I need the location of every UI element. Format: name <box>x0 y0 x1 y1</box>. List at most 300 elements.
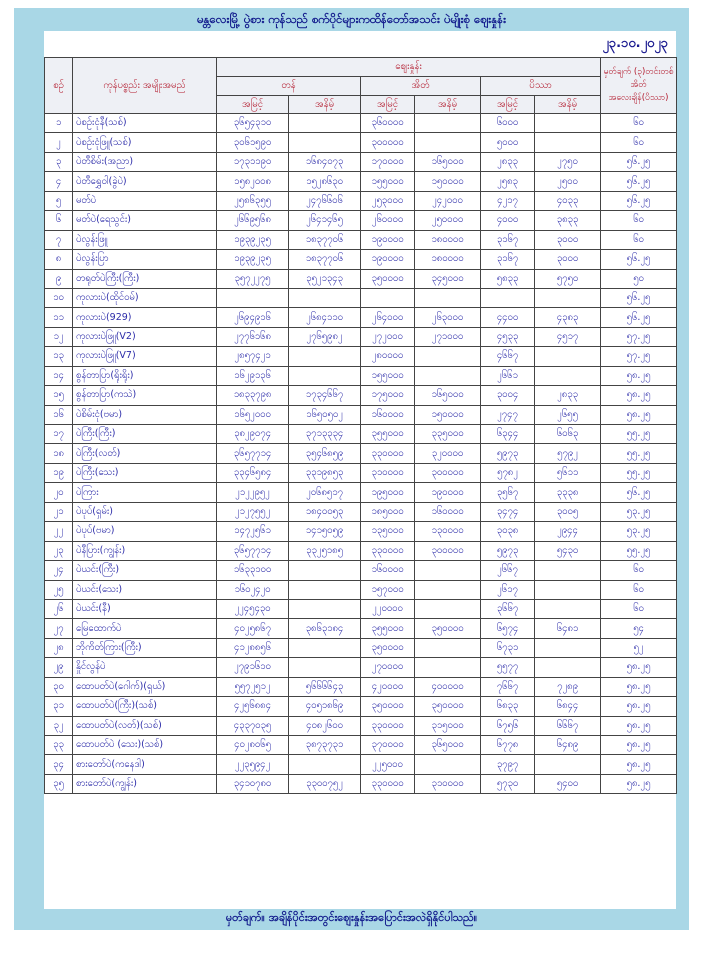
table-row <box>45 522 677 541</box>
remark-weight: ၆၀ <box>601 580 677 599</box>
row-number: ၂၂ <box>45 522 73 541</box>
remark-weight: ၅၈.၂၅ <box>601 774 677 793</box>
viss-low <box>535 114 601 133</box>
ton-high: ၄၀၂၅၈၆၇ <box>217 619 289 638</box>
viss-high: ၃၆၆၇ <box>481 599 535 618</box>
footer-note: မှတ်ချက်။ အချိန်ပိုင်းအတွင်းဈေးနှုန်းအပြောင်းအလဲရှိနိုင်ပါသည်။ <box>225 911 478 924</box>
bag-high: ၃၅၅၀၀၀ <box>361 425 415 444</box>
remark-weight: ၅၆.၂၅ <box>601 483 677 502</box>
product-name: ပဲယင်း(နီ) <box>73 599 217 618</box>
bag-high: ၁၅၅၀၀၀ <box>361 366 415 385</box>
ton-low: ၁၆၅၀၅၀၂ <box>289 405 361 424</box>
ton-high: ၁၈၃၃၇၉၈ <box>217 386 289 405</box>
row-number: ၂၀ <box>45 483 73 502</box>
product-name: ထောပတ်ပဲ(ဂေါက်)(ရှယ်) <box>73 677 217 696</box>
table-body <box>45 114 677 794</box>
product-name: တရုတ်ပဲကြီး(ကြီး) <box>73 269 217 288</box>
header-bag: အိတ် <box>361 77 481 96</box>
bag-low: ၃၄၅၀၀၀ <box>415 269 481 288</box>
bag-high: ၃၇၀၀၀၀ <box>361 736 415 755</box>
remark-weight: ၅၈.၂၅ <box>601 405 677 424</box>
remark-weight: ၅၆.၂၅ <box>601 288 677 307</box>
ton-high: ၃၄၁၀၇၈၀ <box>217 774 289 793</box>
viss-low: ၄၀၃၃ <box>535 191 601 210</box>
row-number: ၃ <box>45 152 73 171</box>
table-row <box>45 736 677 755</box>
viss-high: ၃၅၆၇ <box>481 483 535 502</box>
ton-high: ၃၀၆၁၅၉၀ <box>217 133 289 152</box>
viss-high: ၅၇၈၂ <box>481 463 535 482</box>
viss-high: ၆၇၅၆ <box>481 716 535 735</box>
bag-high: ၂၆၄၀၀၀ <box>361 308 415 327</box>
bag-high: ၂၇၂၀၀၀ <box>361 327 415 346</box>
bag-high: ၂၇၀၀၀၀ <box>361 658 415 677</box>
ton-high: ၂၇၉၁၆၁၀ <box>217 658 289 677</box>
ton-high: ၄၂၅၆၈၈၄ <box>217 697 289 716</box>
product-name: ပဲပုပ်(ရှမ်း) <box>73 502 217 521</box>
viss-high: ၄၆၆၇ <box>481 347 535 366</box>
ton-low: ၃၃၀၀၇၅၂ <box>289 774 361 793</box>
bag-low <box>415 561 481 580</box>
row-number: ၃၁ <box>45 697 73 716</box>
table-row <box>45 755 677 774</box>
ton-high: ၄၁၂၈၈၅၆ <box>217 638 289 657</box>
row-number: ၂၄ <box>45 561 73 580</box>
viss-low <box>535 580 601 599</box>
viss-high: ၂၆၆၁ <box>481 366 535 385</box>
viss-low: ၅၄၀၀ <box>535 774 601 793</box>
product-name: ပဲယင်း(သေး) <box>73 580 217 599</box>
viss-low: ၃၀၀၀ <box>535 250 601 269</box>
ton-low: ၁၈၃၇၇၀၆ <box>289 250 361 269</box>
table-row <box>45 638 677 657</box>
remark-weight: ၆၀ <box>601 599 677 618</box>
row-number: ၂၅ <box>45 580 73 599</box>
bag-high: ၂၂၅၀၀၀ <box>361 755 415 774</box>
viss-low: ၂၉၄၄ <box>535 522 601 541</box>
bag-high: ၁၇၀၀၀၀ <box>361 152 415 171</box>
ton-high: ၂၂၄၅၄၃၀ <box>217 599 289 618</box>
page-title: မန္တလေးမြို့ ပွဲစား ကုန်သည် စက်ပိုင်များကထိန်တော်အသင်း ပဲမျိုးစုံ ဈေးနှုန်း <box>196 12 507 26</box>
row-number: ၂ <box>45 133 73 152</box>
bag-low: ၁၆၅၀၀၀ <box>415 386 481 405</box>
ton-low: ၄၀၈၂၆၀၀ <box>289 716 361 735</box>
viss-high: ၆၇၃၁ <box>481 638 535 657</box>
product-name: ဘိုကိတ်ကြား(ကြီး) <box>73 638 217 657</box>
bag-low: ၃၀၀၀၀၀ <box>415 541 481 560</box>
table-row <box>45 483 677 502</box>
remark-weight: ၅၈.၂၅ <box>601 366 677 385</box>
table-row <box>45 308 677 327</box>
bag-low: ၁၈၀၀၀၀ <box>415 250 481 269</box>
ton-low <box>289 347 361 366</box>
ton-low: ၃၈၇၃၇၃၁ <box>289 736 361 755</box>
remark-weight: ၅၆.၂၅ <box>601 308 677 327</box>
product-name: စားတော်ပဲ(ကနေဒါ) <box>73 755 217 774</box>
row-number: ၂၈ <box>45 638 73 657</box>
bag-high: ၁၇၅၀၀၀ <box>361 386 415 405</box>
bag-high: ၂၈၀၀၀၀ <box>361 347 415 366</box>
row-number: ၃၀ <box>45 677 73 696</box>
bag-high: ၃၅၅၀၀၀ <box>361 619 415 638</box>
ton-low: ၃၃၁၉၈၅၃ <box>289 463 361 482</box>
bag-low: ၁၅၀၀၀၀ <box>415 405 481 424</box>
row-number: ၁၉ <box>45 463 73 482</box>
viss-high: ၆၀၀၀ <box>481 114 535 133</box>
ton-low: ၂၆၄၁၄၆၅ <box>289 211 361 230</box>
bag-high: ၁၅၇၀၀၀ <box>361 580 415 599</box>
table-row <box>45 114 677 133</box>
bag-high: ၃၃၀၀၀၀ <box>361 444 415 463</box>
product-name: ပဲကြား <box>73 483 217 502</box>
viss-high: ၅၈၃၃ <box>481 269 535 288</box>
product-name: ထောပတ်ပဲ(လတ်)(သစ်) <box>73 716 217 735</box>
product-name: ပဲပုပ်(ဗမာ) <box>73 522 217 541</box>
viss-low: ၄၅၁၇ <box>535 327 601 346</box>
product-name: ကုလားပဲ(929) <box>73 308 217 327</box>
viss-low: ၃၀၀၅ <box>535 502 601 521</box>
remark-weight: ၅၀ <box>601 269 677 288</box>
viss-low <box>535 599 601 618</box>
row-number: ၃၄ <box>45 755 73 774</box>
product-name: ပဲယင်း(ကြီး) <box>73 561 217 580</box>
bag-low: ၂၅၀၀၀၀ <box>415 211 481 230</box>
row-number: ၁၄ <box>45 366 73 385</box>
viss-high: ၆၃၄၄ <box>481 425 535 444</box>
bag-low: ၃၅၀၀၀၀ <box>415 619 481 638</box>
ton-low: ၁၈၄၀၀၅၃ <box>289 502 361 521</box>
bag-low <box>415 288 481 307</box>
viss-low: ၄၃၈၃ <box>535 308 601 327</box>
product-name: ပဲစိမ်းငုံ(ဗမာ) <box>73 405 217 424</box>
remark-weight: ၅၈.၂၅ <box>601 697 677 716</box>
viss-low: ၂၆၅၅ <box>535 405 601 424</box>
bag-high: ၁၉၀၀၀၀ <box>361 250 415 269</box>
ton-high: ၃၅၇၂၂၇၅ <box>217 269 289 288</box>
table-row <box>45 405 677 424</box>
table-row <box>45 677 677 696</box>
ton-low: ၂၆၈၄၁၁၀ <box>289 308 361 327</box>
row-number: ၂၁ <box>45 502 73 521</box>
viss-high: ၄၂၁၇ <box>481 191 535 210</box>
remark-weight: ၅၆.၂၅ <box>601 191 677 210</box>
table-row <box>45 211 677 230</box>
table-row <box>45 152 677 171</box>
bag-high: ၂၂၀၀၀၀ <box>361 599 415 618</box>
ton-low: ၃၃၂၅၁၈၅ <box>289 541 361 560</box>
bag-high: ၄၂၀၀၀၀ <box>361 677 415 696</box>
ton-high: ၄၃၃၇၀၃၅ <box>217 716 289 735</box>
viss-low: ၃၃၃၈ <box>535 483 601 502</box>
viss-high: ၅၅၇၇ <box>481 658 535 677</box>
table-row <box>45 774 677 793</box>
table-row <box>45 502 677 521</box>
product-name: မြေထောက်ပဲ <box>73 619 217 638</box>
viss-low <box>535 133 601 152</box>
viss-high: ၂၇၄၇ <box>481 405 535 424</box>
remark-weight: ၅၆.၂၅ <box>601 250 677 269</box>
bag-low <box>415 347 481 366</box>
viss-low: ၂၈၃၃ <box>535 386 601 405</box>
table-row <box>45 230 677 249</box>
ton-high: ၁၆၃၃၁၀၀ <box>217 561 289 580</box>
bag-high: ၁၅၅၀၀၀ <box>361 172 415 191</box>
row-number: ၁ <box>45 114 73 133</box>
remark-weight: ၆၀ <box>601 133 677 152</box>
table-row <box>45 425 677 444</box>
date-label: ၂၃.၁၀.၂၀၂၃ <box>602 36 668 51</box>
row-number: ၂၉ <box>45 658 73 677</box>
viss-high: ၇၆၆၇ <box>481 677 535 696</box>
ton-high: ၂၅၈၆၃၅၅ <box>217 191 289 210</box>
product-name: နှိုင်လွန်ပဲ <box>73 658 217 677</box>
header-high: အမြင့် <box>217 96 289 114</box>
header-low: အနိမ့် <box>415 96 481 114</box>
viss-high: ၄၀၀၀ <box>481 211 535 230</box>
header-price: ဈေးနှုန်း <box>217 58 601 77</box>
viss-low: ၂၇၅၀ <box>535 152 601 171</box>
product-name: ပဲလွန်းဖြူ <box>73 230 217 249</box>
viss-high: ၃၁၆၇ <box>481 230 535 249</box>
bag-high: ၁၉၅၀၀၀ <box>361 483 415 502</box>
ton-low: ၄၀၅၁၈၆၉ <box>289 697 361 716</box>
remark-weight: ၅၅.၂၅ <box>601 425 677 444</box>
ton-low <box>289 755 361 774</box>
remark-weight: ၅၂ <box>601 638 677 657</box>
ton-low <box>289 658 361 677</box>
ton-high: ၅၅၇၂၅၁၂ <box>217 677 289 696</box>
header-name: ကုန်ပစ္စည်း အမျိုးအမည် <box>73 58 217 114</box>
bag-low: ၃၆၅၀၀၀ <box>415 736 481 755</box>
remark-weight: ၅၈.၂၅ <box>601 386 677 405</box>
table-row <box>45 288 677 307</box>
row-number: ၂၆ <box>45 599 73 618</box>
viss-high: ၄၅၃၃ <box>481 327 535 346</box>
bag-low: ၂၆၃၀၀၀ <box>415 308 481 327</box>
ton-high: ၁၅၈၂၀၀၈ <box>217 172 289 191</box>
ton-low: ၂၄၇၆၆၀၆ <box>289 191 361 210</box>
table-row <box>45 599 677 618</box>
product-name: ပဲကြီး(လတ်) <box>73 444 217 463</box>
product-name: ပဲနီပြား(ကျွန်း) <box>73 541 217 560</box>
ton-low <box>289 114 361 133</box>
product-name: ကုလားပဲ(ထိုင်ဝမ်) <box>73 288 217 307</box>
bag-high: ၃၃၀၀၀၀ <box>361 774 415 793</box>
bag-low: ၁၉၀၀၀၀ <box>415 483 481 502</box>
remark-weight: ၅၃.၂၅ <box>601 502 677 521</box>
page-frame <box>14 8 689 930</box>
bag-low <box>415 114 481 133</box>
ton-high: ၂၆၆၉၅၆၈ <box>217 211 289 230</box>
table-row <box>45 658 677 677</box>
viss-high: ၃၇၉၇ <box>481 755 535 774</box>
ton-high: ၄၀၂၈၀၆၅ <box>217 736 289 755</box>
ton-high: ၁၉၃၉၂၃၅ <box>217 230 289 249</box>
bag-low: ၂၇၁၀၀၀ <box>415 327 481 346</box>
viss-low <box>535 658 601 677</box>
product-name: ပဲစဉ်းငုံနီ(သစ်) <box>73 114 217 133</box>
row-number: ၁၃ <box>45 347 73 366</box>
table-row <box>45 463 677 482</box>
table-row <box>45 697 677 716</box>
remark-weight: ၅၈.၂၅ <box>601 716 677 735</box>
bag-low: ၁၅၀၀၀၀ <box>415 172 481 191</box>
viss-high: ၆၈၃၃ <box>481 697 535 716</box>
bag-low <box>415 755 481 774</box>
viss-low <box>535 638 601 657</box>
viss-low: ၆၄၈၉ <box>535 736 601 755</box>
ton-low: ၂၀၆၈၅၁၇ <box>289 483 361 502</box>
ton-low: ၁၅၂၈၆၃၀ <box>289 172 361 191</box>
bag-low: ၂၄၂၀၀၀ <box>415 191 481 210</box>
product-name: ကုလားပဲဖြူ(V2) <box>73 327 217 346</box>
header-high: အမြင့် <box>361 96 415 114</box>
viss-high: ၅၉၇၃ <box>481 541 535 560</box>
bag-high: ၃၀၀၀၀၀ <box>361 133 415 152</box>
row-number: ၁၆ <box>45 405 73 424</box>
remark-weight: ၆၀ <box>601 211 677 230</box>
bag-high: ၁၉၀၀၀၀ <box>361 230 415 249</box>
row-number: ၁၇ <box>45 425 73 444</box>
product-name: စွန်တာပြာ(ရိုးရိုး) <box>73 366 217 385</box>
ton-high: ၁၉၃၉၂၃၅ <box>217 250 289 269</box>
ton-low <box>289 133 361 152</box>
bag-high: ၂၆၀၀၀၀ <box>361 211 415 230</box>
table-row <box>45 250 677 269</box>
header-viss: ပိဿာ <box>481 77 601 96</box>
bag-high: ၂၅၃၀၀၀ <box>361 191 415 210</box>
bag-low <box>415 133 481 152</box>
remark-weight: ၅၈.၂၅ <box>601 755 677 774</box>
viss-high: ၅၉၇၃ <box>481 444 535 463</box>
viss-low: ၃၈၃၃ <box>535 211 601 230</box>
header-low: အနိမ့် <box>289 96 361 114</box>
product-name: ထောပတ်ပဲ (သေး)(သစ်) <box>73 736 217 755</box>
ton-low <box>289 561 361 580</box>
price-table <box>44 57 677 794</box>
table-row <box>45 327 677 346</box>
viss-low: ၆၄၈၁ <box>535 619 601 638</box>
ton-low: ၅၆၆၆၆၄၃ <box>289 677 361 696</box>
row-number: ၇ <box>45 230 73 249</box>
ton-low: ၁၈၃၇၇၀၆ <box>289 230 361 249</box>
table-row <box>45 172 677 191</box>
ton-low: ၁၆၈၄၀၇၃ <box>289 152 361 171</box>
ton-high: ၃၆၅၇၇၁၄ <box>217 541 289 560</box>
viss-high: ၄၄၀၀ <box>481 308 535 327</box>
bag-high: ၃၃၀၀၀၀ <box>361 541 415 560</box>
product-name: ထောပတ်ပဲ(ကြီး)(သစ်) <box>73 697 217 716</box>
bag-high: ၃၅၀၀၀၀ <box>361 638 415 657</box>
bag-low: ၁၈၀၀၀၀ <box>415 230 481 249</box>
row-number: ၂၃ <box>45 541 73 560</box>
remark-weight: ၅၆.၂၅ <box>601 152 677 171</box>
ton-low: ၁၄၁၅၀၅၉ <box>289 522 361 541</box>
bag-low: ၃၁၅၀၀၀ <box>415 716 481 735</box>
bag-high: ၃၁၀၀၀၀ <box>361 463 415 482</box>
ton-high: ၁၇၃၁၁၉၀ <box>217 152 289 171</box>
bag-low <box>415 638 481 657</box>
viss-high: ၃၀၀၄ <box>481 386 535 405</box>
row-number: ၈ <box>45 250 73 269</box>
table-row <box>45 716 677 735</box>
remark-weight: ၅၈.၂၅ <box>601 677 677 696</box>
viss-low: ၃၀၀၀ <box>535 230 601 249</box>
row-number: ၃၅ <box>45 774 73 793</box>
viss-high: ၆၅၇၄ <box>481 619 535 638</box>
ton-low <box>289 580 361 599</box>
table-row <box>45 269 677 288</box>
viss-high <box>481 288 535 307</box>
header-ton: တန် <box>217 77 361 96</box>
bag-high: ၃၅၀၀၀၀ <box>361 697 415 716</box>
viss-high: ၃၀၃၈ <box>481 522 535 541</box>
ton-high: ၂၇၇၆၁၆၈ <box>217 327 289 346</box>
viss-low <box>535 755 601 774</box>
ton-high: ၃၃၄၆၅၈၄ <box>217 463 289 482</box>
product-name: ပဲကြီး(သေး) <box>73 463 217 482</box>
bag-low: ၁၃၀၀၀၀ <box>415 522 481 541</box>
ton-low: ၂၇၆၅၉၈၂ <box>289 327 361 346</box>
bag-low: ၃၃၅၀၀၀ <box>415 425 481 444</box>
bag-low: ၃၀၀၀၀၀ <box>415 463 481 482</box>
viss-low: ၆၀၆၃ <box>535 425 601 444</box>
product-name: ပဲတီရွှေဝါ(ခွဲပဲ) <box>73 172 217 191</box>
row-number: ၁၁ <box>45 308 73 327</box>
ton-high: ၂၆၉၄၉၁၆ <box>217 308 289 327</box>
ton-low: ၃၇၁၃၃၃၄ <box>289 425 361 444</box>
ton-high: ၂၂၃၅၉၄၂ <box>217 755 289 774</box>
product-name: စားတော်ပဲ(ကျွန်း) <box>73 774 217 793</box>
product-name: စွန်တာပြာ(ကသဲ) <box>73 386 217 405</box>
row-number: ၁၀ <box>45 288 73 307</box>
bag-low: ၁၆၀၀၀၀ <box>415 502 481 521</box>
ton-low: ၃၅၂၁၃၄၃ <box>289 269 361 288</box>
remark-weight: ၅၇.၂၅ <box>601 327 677 346</box>
viss-low: ၂၅၀၀ <box>535 172 601 191</box>
viss-high: ၂၆၁၇ <box>481 580 535 599</box>
bag-high <box>361 288 415 307</box>
bag-high: ၃၃၀၀၀၀ <box>361 716 415 735</box>
viss-high: ၃၁၆၇ <box>481 250 535 269</box>
viss-low <box>535 561 601 580</box>
row-number: ၁၂ <box>45 327 73 346</box>
ton-high: ၂၁၂၇၅၅၂ <box>217 502 289 521</box>
row-number: ၂၇ <box>45 619 73 638</box>
bag-low <box>415 599 481 618</box>
viss-low: ၇၂၈၉ <box>535 677 601 696</box>
remark-weight: ၆၀ <box>601 230 677 249</box>
ton-high: ၂၈၅၇၄၂၁ <box>217 347 289 366</box>
viss-high: ၅၀၀၀ <box>481 133 535 152</box>
remark-weight: ၆၀ <box>601 114 677 133</box>
bag-high: ၃၅၀၀၀၀ <box>361 269 415 288</box>
product-name: ပဲတီစိမ်း(အညာ) <box>73 152 217 171</box>
viss-low: ၅၇၅၀ <box>535 269 601 288</box>
header-low: အနိမ့် <box>535 96 601 114</box>
ton-high: ၁၆၂၉၁၃၆ <box>217 366 289 385</box>
product-name: ပဲလွန်းပြာ <box>73 250 217 269</box>
viss-low <box>535 366 601 385</box>
remark-weight: ၅၅.၂၅ <box>601 463 677 482</box>
ton-high: ၂၁၂၂၉၅၂ <box>217 483 289 502</box>
viss-high: ၃၄၇၄ <box>481 502 535 521</box>
product-name: ပဲကြီး(ကြီး) <box>73 425 217 444</box>
remark-weight: ၅၇.၂၅ <box>601 347 677 366</box>
ton-low <box>289 288 361 307</box>
table-row <box>45 541 677 560</box>
table-row <box>45 619 677 638</box>
